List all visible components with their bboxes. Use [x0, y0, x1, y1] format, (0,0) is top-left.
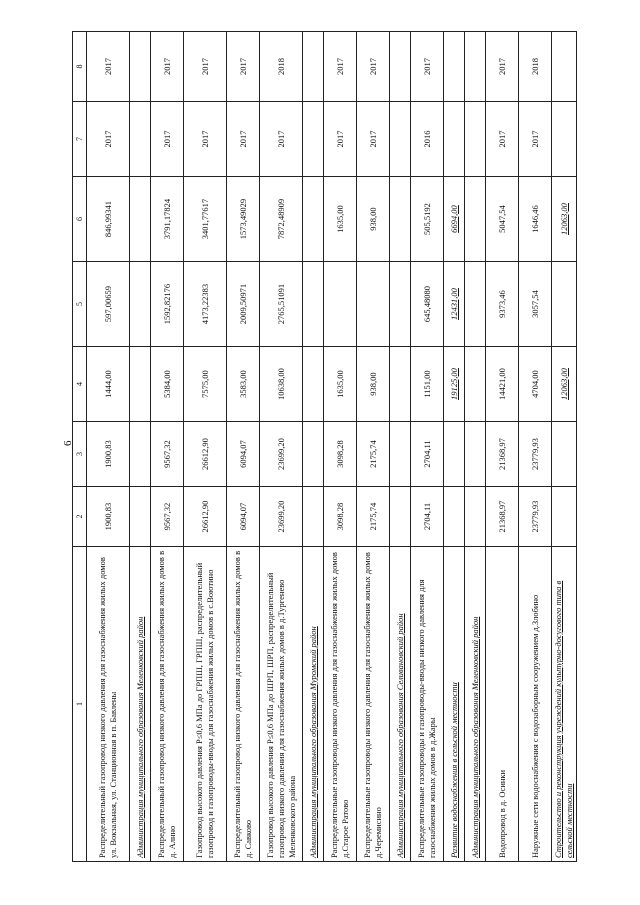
cell-c3: 23779,93 — [519, 422, 552, 487]
cell-2 — [130, 487, 151, 547]
cell-c4: 1635,00 — [324, 347, 357, 422]
cell-c7: 2016 — [411, 102, 444, 177]
cell-c5: 1592,82176 — [151, 262, 184, 347]
cell-6 — [130, 177, 151, 262]
financing-table — [72, 31, 577, 862]
section-row — [465, 32, 486, 862]
cell-c6: 846,99341 — [87, 177, 130, 262]
cell-7 — [390, 102, 411, 177]
cell-c6: 1646,46 — [519, 177, 552, 262]
cell-c5 — [357, 262, 390, 347]
section-title: Администрация муниципального образования Муромский район — [303, 547, 324, 862]
cell-c4: 14421,00 — [486, 347, 519, 422]
cell-c4: 10638,00 — [260, 347, 303, 422]
cell-c3: 2175,74 — [357, 422, 390, 487]
cell-3 — [444, 422, 465, 487]
cell-c6: 1573,49029 — [227, 177, 260, 262]
cell-c4: 5384,00 — [151, 347, 184, 422]
cell-6 — [390, 177, 411, 262]
cell-c5 — [324, 262, 357, 347]
cell-c2: 9567,32 — [151, 487, 184, 547]
cell-5 — [390, 262, 411, 347]
cell-c4: 938,00 — [357, 347, 390, 422]
table-row — [519, 32, 552, 862]
object-name: Водопровод в д. Осинки — [486, 547, 519, 862]
subtotal-title: Строительство и реконструкция учреждений культурно-досугового типа в сельской местности — [552, 547, 577, 862]
subtotal-c5 — [552, 262, 577, 347]
cell-c8: 2018 — [519, 32, 552, 102]
table-row — [184, 32, 227, 862]
cell-7 — [552, 102, 577, 177]
section-title: Администрация муниципального образования Меленковский район — [130, 547, 151, 862]
table-row — [357, 32, 390, 862]
cell-3 — [390, 422, 411, 487]
cell-c3: 6094,07 — [227, 422, 260, 487]
cell-c6: 3791,17824 — [151, 177, 184, 262]
table-row — [486, 32, 519, 862]
cell-8 — [130, 32, 151, 102]
cell-3 — [303, 422, 324, 487]
cell-8 — [465, 32, 486, 102]
object-name: Наружные сети водоснабжения с водозаборным сооружением д.Злобино — [519, 547, 552, 862]
cell-c3: 23699,20 — [260, 422, 303, 487]
cell-c8: 2017 — [357, 32, 390, 102]
cell-c5: 2765,51091 — [260, 262, 303, 347]
subtotal-row — [552, 32, 577, 862]
cell-c3: 1900,83 — [87, 422, 130, 487]
cell-c5: 2009,50971 — [227, 262, 260, 347]
cell-c2: 21368,97 — [486, 487, 519, 547]
cell-5 — [465, 262, 486, 347]
cell-c7: 2017 — [184, 102, 227, 177]
subtotal-c5: 12431,00 — [444, 262, 465, 347]
header-row — [73, 32, 87, 862]
object-name: Газопровод высокого давления Р≤0,6 МПа до ШРП, ШРП, распределительный газопровод низкого давления для газоснабжения жилых домов в д.Тургенево Меленковского района — [260, 547, 303, 862]
cell-4 — [390, 347, 411, 422]
cell-c6: 505,5192 — [411, 177, 444, 262]
cell-c2: 23779,93 — [519, 487, 552, 547]
cell-c2: 3098,28 — [324, 487, 357, 547]
cell-c7: 2017 — [87, 102, 130, 177]
cell-c8: 2017 — [151, 32, 184, 102]
cell-c3: 2704,11 — [411, 422, 444, 487]
page-number: 6 — [62, 440, 74, 446]
subtotal-c4: 12063,00 — [552, 347, 577, 422]
cell-c4: 1151,00 — [411, 347, 444, 422]
cell-2 — [303, 487, 324, 547]
cell-c5: 9373,46 — [486, 262, 519, 347]
header-cell-8: 8 — [73, 32, 87, 102]
cell-4 — [465, 347, 486, 422]
cell-c5: 4173,22383 — [184, 262, 227, 347]
cell-6 — [303, 177, 324, 262]
object-name: Распределительный газопровод низкого давления для газоснабжения жилых домов ул. Вокзальная, ул. Станционная в п. Бавлены — [87, 547, 130, 862]
cell-c3: 21368,97 — [486, 422, 519, 487]
cell-4 — [130, 347, 151, 422]
rotated-table-wrapper — [72, 32, 612, 862]
cell-5 — [130, 262, 151, 347]
section-row — [130, 32, 151, 862]
cell-c3: 9567,32 — [151, 422, 184, 487]
cell-c7: 2017 — [227, 102, 260, 177]
object-name: Распределительный газопровод низкого давления для газоснабжения жилых домов в д. Алнно — [151, 547, 184, 862]
cell-8 — [303, 32, 324, 102]
cell-c4: 4704,00 — [519, 347, 552, 422]
header-cell-2: 2 — [73, 487, 87, 547]
subtotal-c4: 19125,00 — [444, 347, 465, 422]
table-row — [324, 32, 357, 862]
cell-c8: 2017 — [411, 32, 444, 102]
cell-3 — [465, 422, 486, 487]
cell-c2: 1900,83 — [87, 487, 130, 547]
subtotal-c6: 6694,00 — [444, 177, 465, 262]
table-row — [227, 32, 260, 862]
cell-c3: 3098,28 — [324, 422, 357, 487]
table-row — [260, 32, 303, 862]
cell-c8: 2018 — [260, 32, 303, 102]
header-cell-7: 7 — [73, 102, 87, 177]
cell-4 — [303, 347, 324, 422]
table-body — [87, 32, 577, 862]
cell-3 — [552, 422, 577, 487]
header-cell-1: 1 — [73, 547, 87, 862]
section-row — [390, 32, 411, 862]
cell-8 — [552, 32, 577, 102]
cell-c4: 3583,00 — [227, 347, 260, 422]
object-name: Распределительные газопроводы низкого давления для газоснабжения жилых домов д.Старое Ратово — [324, 547, 357, 862]
cell-c2: 6094,07 — [227, 487, 260, 547]
cell-7 — [303, 102, 324, 177]
section-title: Администрация муниципального образования Селивановский район — [390, 547, 411, 862]
cell-8 — [390, 32, 411, 102]
cell-c4: 1444,00 — [87, 347, 130, 422]
cell-8 — [444, 32, 465, 102]
section-row — [303, 32, 324, 862]
cell-2 — [465, 487, 486, 547]
cell-c5: 645,48080 — [411, 262, 444, 347]
cell-2 — [444, 487, 465, 547]
object-name: Газопровод высокого давления Р≤0,6 МПа до ГРПШ, ГРПШ, распределительный газопровод и газопроводы-вводы для газоснабжения жилых домов в с.Воютино — [184, 547, 227, 862]
cell-7 — [444, 102, 465, 177]
cell-c2: 23699,20 — [260, 487, 303, 547]
table-row — [151, 32, 184, 862]
cell-c7: 2017 — [260, 102, 303, 177]
cell-c2: 2704,11 — [411, 487, 444, 547]
subtotal-c6: 12063,00 — [552, 177, 577, 262]
cell-c7: 2017 — [151, 102, 184, 177]
cell-c3: 26612,90 — [184, 422, 227, 487]
section-title: Администрация муниципального образования Меленковский район — [465, 547, 486, 862]
header-cell-5: 5 — [73, 262, 87, 347]
header-cell-6: 6 — [73, 177, 87, 262]
cell-c7: 2017 — [357, 102, 390, 177]
cell-c8: 2017 — [227, 32, 260, 102]
cell-c5: 3057,54 — [519, 262, 552, 347]
cell-7 — [130, 102, 151, 177]
cell-c6: 5047,54 — [486, 177, 519, 262]
cell-c8: 2017 — [184, 32, 227, 102]
cell-3 — [130, 422, 151, 487]
object-name: Распределительные газопроводы и газопроводы-вводы низкого давления для газоснабжения жилых домов в д.Жары — [411, 547, 444, 862]
cell-5 — [303, 262, 324, 347]
cell-2 — [552, 487, 577, 547]
object-name: Распределительные газопроводы низкого давления для газоснабжения жилых домов д.Черемисино — [357, 547, 390, 862]
header-cell-3: 3 — [73, 422, 87, 487]
header-cell-4: 4 — [73, 347, 87, 422]
cell-7 — [465, 102, 486, 177]
cell-c6: 7872,48909 — [260, 177, 303, 262]
subtotal-row — [444, 32, 465, 862]
table-row — [87, 32, 130, 862]
cell-c8: 2017 — [87, 32, 130, 102]
cell-2 — [390, 487, 411, 547]
cell-c7: 2017 — [486, 102, 519, 177]
cell-c4: 7575,00 — [184, 347, 227, 422]
cell-c8: 2017 — [486, 32, 519, 102]
cell-c6: 938,00 — [357, 177, 390, 262]
cell-6 — [465, 177, 486, 262]
cell-c2: 2175,74 — [357, 487, 390, 547]
subtotal-title: Развитие водоснабжения в сельской местности — [444, 547, 465, 862]
cell-c5: 597,00659 — [87, 262, 130, 347]
cell-c6: 3401,77617 — [184, 177, 227, 262]
cell-c7: 2017 — [519, 102, 552, 177]
table-row — [411, 32, 444, 862]
cell-c7: 2017 — [324, 102, 357, 177]
object-name: Распределительный газопровод низкого давления для газоснабжения жилых домов в д. Савково — [227, 547, 260, 862]
cell-c8: 2017 — [324, 32, 357, 102]
cell-c2: 26612,90 — [184, 487, 227, 547]
cell-c6: 1635,00 — [324, 177, 357, 262]
